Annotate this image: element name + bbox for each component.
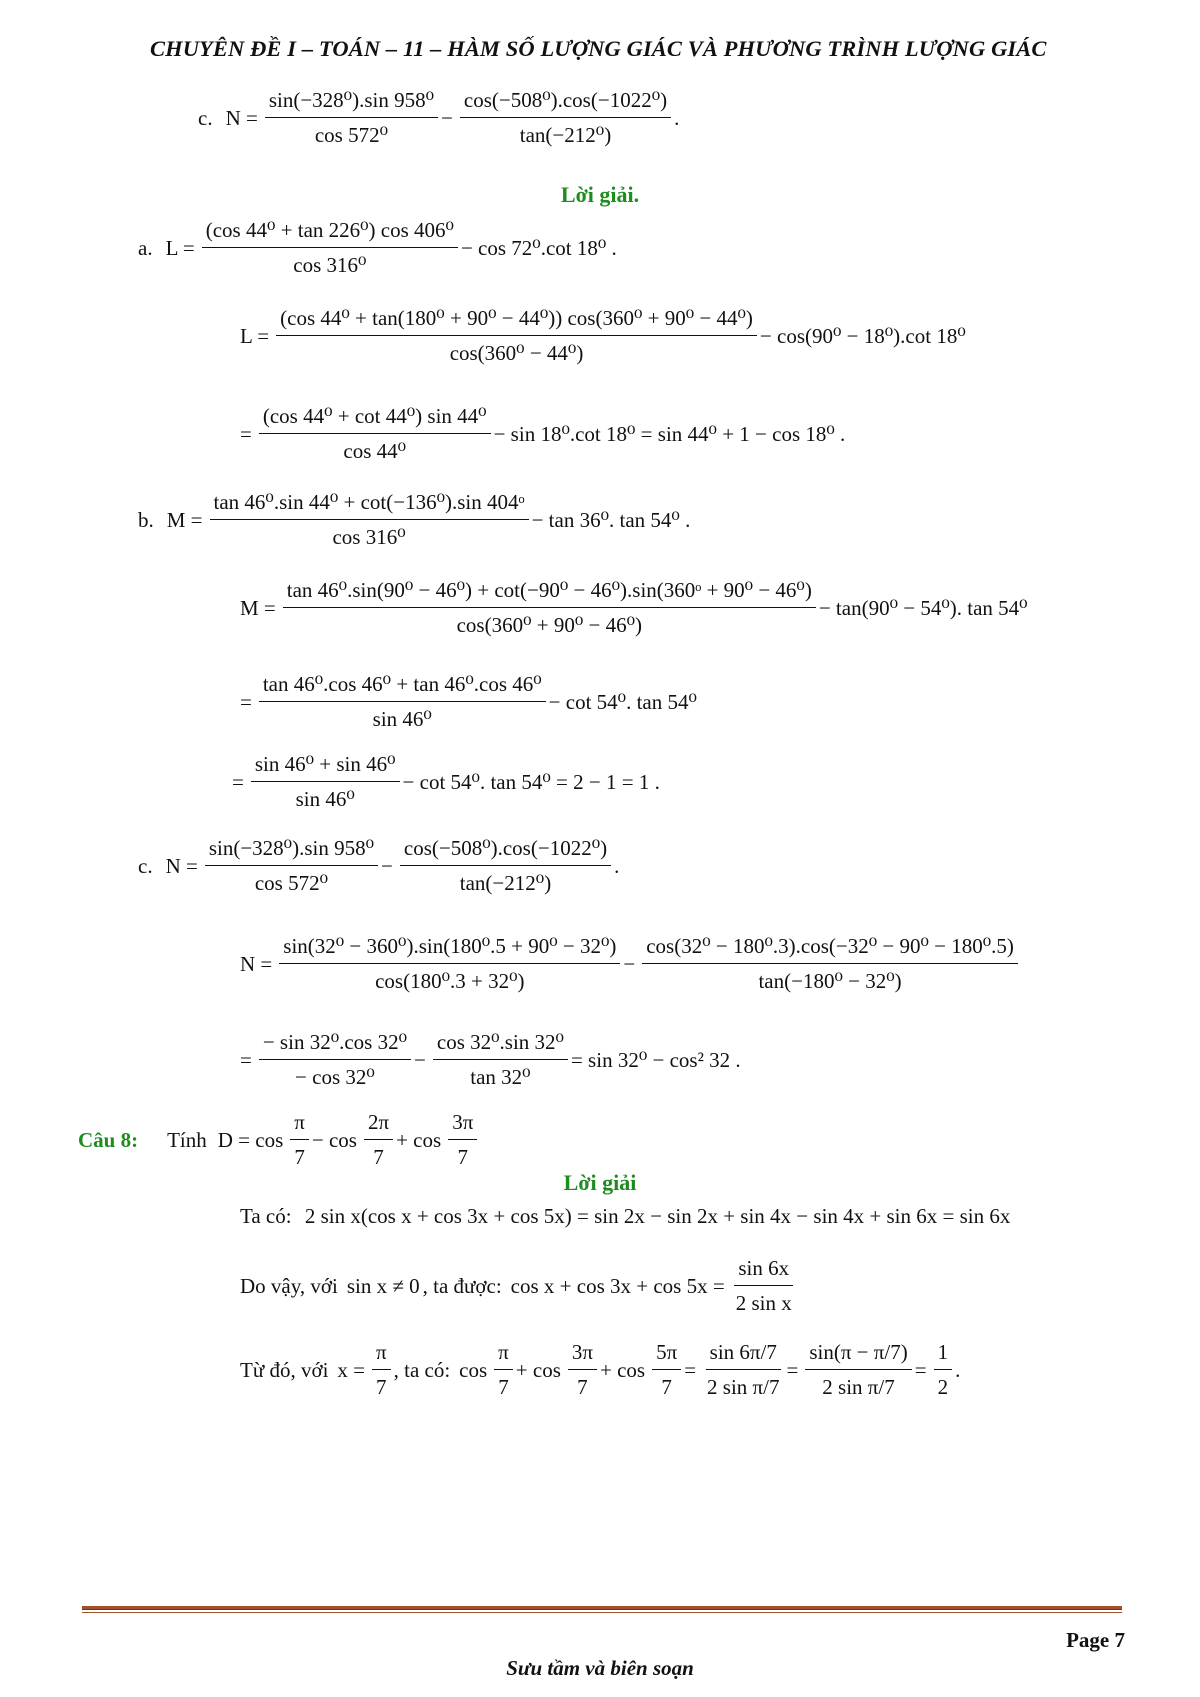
equation-rest: − cot 54⁰. tan 54⁰ = 2 − 1 = 1 .: [402, 769, 660, 794]
operator: − cos: [311, 1127, 357, 1152]
fraction-denominator: tan(−212⁰): [519, 123, 612, 148]
problem-c-lhs: N =: [225, 105, 258, 130]
fraction-numerator: cos(32⁰ − 180⁰.3).cos(−32⁰ − 90⁰ − 180⁰.5): [642, 934, 1018, 964]
problem-c-equation: [198, 88, 682, 148]
fraction: [283, 578, 816, 638]
period: .: [674, 105, 680, 130]
fraction-numerator: sin(−328⁰).sin 958⁰: [265, 88, 438, 118]
fraction-numerator: (cos 44⁰ + tan(180⁰ + 90⁰ − 44⁰)) cos(360⁰ + 90⁰ − 44⁰): [276, 306, 757, 336]
fraction: [568, 1340, 597, 1400]
equals-sign: =: [240, 1047, 252, 1072]
question-label: Câu 8:: [78, 1127, 139, 1152]
equation-rest: − sin 18⁰.cot 18⁰ = sin 44⁰ + 1 − cos 18⁰ .: [493, 421, 846, 446]
part-b-step-2: [240, 672, 700, 732]
fraction-numerator: π: [290, 1110, 309, 1140]
math-expression: 2 sin x(cos x + cos 3x + cos 5x) = sin 2x − sin 2x + sin 4x − sin 4x + sin 6x = sin 6x: [304, 1204, 1011, 1228]
part-c-step-1: [240, 934, 1021, 994]
fraction-denominator: 2: [937, 1375, 949, 1400]
fraction-denominator: tan(−212⁰): [459, 871, 552, 896]
part-a-equation: [138, 218, 620, 278]
fraction: [259, 404, 491, 464]
fraction-numerator: 3π: [448, 1110, 477, 1140]
fraction-denominator: cos 44⁰: [343, 439, 407, 464]
fraction: [364, 1110, 393, 1170]
fraction-numerator: 3π: [568, 1340, 597, 1370]
operator: cos: [459, 1357, 488, 1382]
text-prefix: Do vậy, với: [240, 1273, 338, 1298]
fraction: [494, 1340, 513, 1400]
problem-c-fraction-2: [460, 88, 671, 148]
fraction: [259, 1030, 411, 1090]
solution-line-3: [240, 1340, 963, 1400]
operator: + cos: [515, 1357, 561, 1382]
fraction-denominator: cos(360⁰ + 90⁰ − 46⁰): [456, 613, 643, 638]
fraction: [448, 1110, 477, 1170]
equation-lhs: N =: [240, 951, 273, 976]
operator: −: [441, 105, 453, 130]
fraction: [210, 490, 529, 550]
period: .: [614, 853, 620, 878]
part-c-equation: [138, 836, 622, 896]
fraction-denominator: 2 sin x: [735, 1291, 792, 1316]
fraction-numerator: − sin 32⁰.cos 32⁰: [259, 1030, 411, 1060]
part-b-step-3: [232, 752, 663, 812]
part-b-step-1: [240, 578, 1031, 638]
fraction-denominator: 7: [457, 1145, 468, 1170]
fraction-denominator: 7: [498, 1375, 509, 1400]
fraction-denominator: − cos 32⁰: [295, 1065, 375, 1090]
fraction-numerator: tan 46⁰.sin(90⁰ − 46⁰) + cot(−90⁰ − 46⁰).sin(360ᵒ + 90⁰ − 46⁰): [283, 578, 816, 608]
fraction-denominator: cos 572⁰: [254, 871, 329, 896]
fraction-denominator: 7: [577, 1375, 588, 1400]
fraction: [372, 1340, 391, 1400]
fraction-denominator: cos(180⁰.3 + 32⁰): [375, 969, 525, 994]
fraction-numerator: 2π: [364, 1110, 393, 1140]
equation-lhs: N =: [165, 853, 198, 878]
fraction-numerator: sin(π − π/7): [805, 1340, 911, 1370]
fraction-denominator: cos(360⁰ − 44⁰): [449, 341, 584, 366]
part-c-step-2: [240, 1030, 744, 1090]
fraction: [642, 934, 1018, 994]
fraction-denominator: sin 46⁰: [295, 787, 355, 812]
fraction: [276, 306, 757, 366]
fraction-numerator: (cos 44⁰ + tan 226⁰) cos 406⁰: [202, 218, 458, 248]
fraction-numerator: cos(−508⁰).cos(−1022⁰): [460, 88, 671, 118]
fraction-denominator: sin 46⁰: [372, 707, 432, 732]
fraction: [400, 836, 611, 896]
fraction: [290, 1110, 309, 1170]
part-a-step-2: [240, 404, 848, 464]
operator: −: [381, 853, 393, 878]
solution-line-2: [240, 1256, 799, 1316]
part-a-label: a.: [138, 235, 153, 260]
fraction-numerator: sin 6π/7: [706, 1340, 781, 1370]
question-8: [78, 1110, 480, 1170]
fraction-denominator: cos 316⁰: [293, 253, 367, 278]
part-a-step-1: [240, 306, 969, 366]
fraction-numerator: tan 46⁰.sin 44⁰ + cot(−136⁰).sin 404ᵒ: [210, 490, 529, 520]
fraction-numerator: 5π: [652, 1340, 681, 1370]
fraction: [205, 836, 378, 896]
equation-lhs: M =: [166, 507, 203, 532]
fraction-denominator: 7: [661, 1375, 672, 1400]
part-c-label: c.: [138, 853, 153, 878]
solution-line-1: [240, 1203, 1010, 1229]
fraction: [703, 1340, 783, 1400]
fraction: [805, 1340, 911, 1400]
equation-lhs: x =: [337, 1357, 365, 1382]
operator: −: [414, 1047, 426, 1072]
fraction-numerator: cos 32⁰.sin 32⁰: [433, 1030, 568, 1060]
fraction-numerator: π: [372, 1340, 391, 1370]
footer-divider-thin: [82, 1612, 1122, 1613]
equation-rest: − cos 72⁰.cot 18⁰ .: [460, 235, 617, 260]
fraction-numerator: cos(−508⁰).cos(−1022⁰): [400, 836, 611, 866]
text-prefix: Ta có:: [240, 1204, 292, 1228]
fraction-numerator: tan 46⁰.cos 46⁰ + tan 46⁰.cos 46⁰: [259, 672, 546, 702]
equation-rest: − tan 36⁰. tan 54⁰ .: [531, 507, 691, 532]
equals-sign: =: [232, 769, 244, 794]
problem-c-fraction-1: [265, 88, 438, 148]
fraction-denominator: tan 32⁰: [470, 1065, 531, 1090]
equation-rest: = sin 32⁰ − cos² 32 .: [570, 1047, 741, 1072]
operator: + cos: [396, 1127, 442, 1152]
equation-lhs: cos x + cos 3x + cos 5x =: [510, 1273, 725, 1298]
equation-rest: − cos(90⁰ − 18⁰).cot 18⁰: [759, 323, 966, 348]
equals-sign: =: [240, 421, 252, 446]
solution-title-1: Lời giải.: [560, 182, 640, 207]
fraction-numerator: sin(−328⁰).sin 958⁰: [205, 836, 378, 866]
fraction-denominator: 2 sin π/7: [822, 1375, 895, 1400]
fraction-numerator: sin(32⁰ − 360⁰).sin(180⁰.5 + 90⁰ − 32⁰): [279, 934, 620, 964]
equals-sign: =: [786, 1357, 799, 1382]
text-middle: , ta được:: [422, 1273, 502, 1298]
equation-rest: − tan(90⁰ − 54⁰). tan 54⁰: [818, 595, 1028, 620]
fraction-denominator: tan(−180⁰ − 32⁰): [758, 969, 902, 994]
fraction: [202, 218, 458, 278]
fraction: [251, 752, 400, 812]
equals-sign: =: [240, 689, 252, 714]
footer-text: Sưu tầm và biên soạn: [506, 1656, 694, 1680]
text-prefix: Từ đó, với: [240, 1357, 329, 1382]
equation-rest: − cot 54⁰. tan 54⁰: [548, 689, 697, 714]
fraction: [732, 1256, 796, 1316]
equation-lhs: L =: [165, 235, 195, 260]
operator: −: [623, 951, 636, 976]
footer-divider: [82, 1606, 1122, 1610]
part-b-label: b.: [138, 507, 154, 532]
fraction-numerator: (cos 44⁰ + cot 44⁰) sin 44⁰: [259, 404, 491, 434]
fraction: [934, 1340, 953, 1400]
fraction-numerator: 1: [934, 1340, 953, 1370]
fraction-denominator: 7: [294, 1145, 305, 1170]
operator: + cos: [599, 1357, 646, 1382]
equals-sign: =: [914, 1357, 927, 1382]
fraction-denominator: 7: [373, 1145, 384, 1170]
fraction-numerator: sin 6x: [734, 1256, 793, 1286]
equals-sign: =: [684, 1357, 697, 1382]
fraction-denominator: 7: [376, 1375, 387, 1400]
equation-lhs: M =: [240, 595, 276, 620]
fraction: [259, 672, 546, 732]
fraction: [652, 1340, 681, 1400]
fraction: [279, 934, 620, 994]
fraction-denominator: cos 572⁰: [314, 123, 389, 148]
fraction-numerator: sin 46⁰ + sin 46⁰: [251, 752, 400, 782]
part-b-equation: [138, 490, 693, 550]
document-header: CHUYÊN ĐỀ I – TOÁN – 11 – HÀM SỐ LƯỢNG GIÁC VÀ PHƯƠNG TRÌNH LƯỢNG GIÁC: [150, 36, 1047, 61]
fraction-denominator: cos 316⁰: [332, 525, 406, 550]
equation-lhs: L =: [240, 323, 270, 348]
fraction: [433, 1030, 568, 1090]
question-text: Tính: [167, 1127, 207, 1152]
fraction-denominator: 2 sin π/7: [707, 1375, 780, 1400]
text-middle: , ta có:: [393, 1357, 451, 1382]
problem-c-label: c.: [198, 105, 213, 130]
solution-title-2: Lời giải: [563, 1170, 637, 1195]
math-condition: sin x ≠ 0: [346, 1273, 420, 1298]
fraction-numerator: π: [494, 1340, 513, 1370]
page-number: Page 7: [1066, 1628, 1125, 1652]
period: .: [955, 1357, 961, 1382]
equation-lhs: D = cos: [217, 1127, 284, 1152]
